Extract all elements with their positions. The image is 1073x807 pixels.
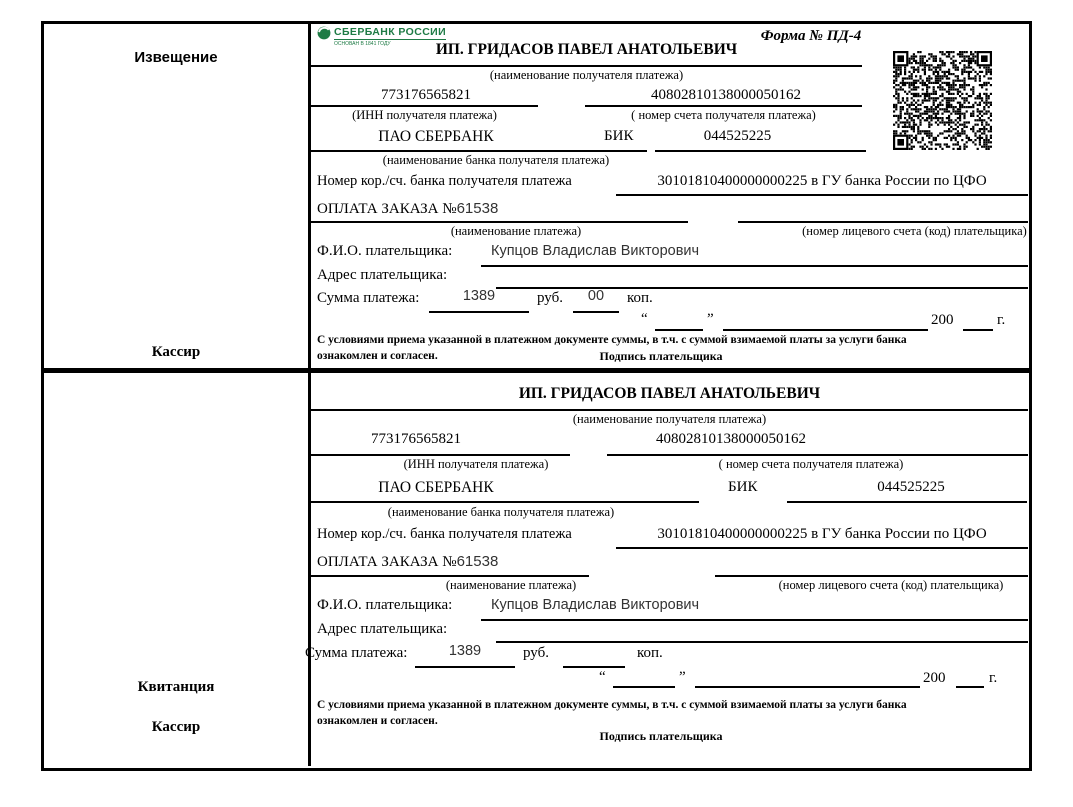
cashier-label: Кассир: [151, 344, 201, 360]
date-quote-open: “: [599, 669, 606, 685]
bank-hint: (наименование банка получателя платежа): [382, 153, 610, 167]
date-year: 200: [931, 312, 954, 328]
order-number: 61538: [456, 200, 499, 217]
payer-fio-label: Ф.И.О. плательщика:: [317, 243, 453, 259]
agreement-text-line2: ознакомлен и согласен.: [317, 715, 438, 727]
cashier-label: Кассир: [151, 719, 201, 735]
form-number: Форма № ПД-4: [760, 28, 862, 44]
payment-purpose: [317, 201, 498, 218]
account-hint: ( номер счета получателя платежа): [718, 457, 904, 471]
bank-name: ПАО СБЕРБАНК: [378, 128, 494, 145]
rule-line: [311, 575, 589, 577]
recipient-hint: (наименование получателя платежа): [572, 412, 767, 426]
rule-line: [311, 409, 1028, 411]
receipt-panel: [305, 373, 1029, 766]
payer-fio-label: Ф.И.О. плательщика:: [317, 597, 453, 613]
rule-line: [585, 105, 862, 107]
payer-code-hint: (номер лицевого счета (код) плательщика): [802, 224, 1027, 238]
order-number: 61538: [456, 553, 499, 570]
date-year-suffix: г.: [989, 670, 998, 686]
rule-line: [573, 311, 619, 313]
rule-line: [616, 194, 1028, 196]
rule-line: [607, 454, 1028, 456]
payer-code-hint: (номер лицевого счета (код) плательщика): [778, 578, 1004, 592]
payment-name-hint: (наименование платежа): [445, 578, 577, 592]
rule-line: [563, 666, 625, 668]
rule-line: [655, 329, 703, 331]
corr-account-label: Номер кор./сч. банка получателя платежа: [317, 173, 572, 189]
rule-line: [311, 454, 570, 456]
pd4-form: [41, 21, 1032, 771]
rule-line: [655, 150, 866, 152]
date-quote-close: ”: [707, 311, 714, 327]
date-quote-open: “: [641, 311, 648, 327]
bank-name: ПАО СБЕРБАНК: [378, 479, 494, 496]
account-hint: ( номер счета получателя платежа): [631, 108, 816, 122]
rule-line: [723, 329, 928, 331]
rule-line: [311, 150, 647, 152]
signature-label: Подпись плательщика: [599, 349, 723, 363]
kop-label: коп.: [637, 645, 663, 661]
payment-purpose-prefix: ОПЛАТА ЗАКАЗА №: [317, 201, 457, 217]
bik-value: 044525225: [877, 479, 945, 495]
sberbank-logo-tagline: ОСНОВАН В 1841 ГОДУ: [334, 41, 391, 47]
rule-line: [311, 221, 688, 223]
payment-purpose-prefix: ОПЛАТА ЗАКАЗА №: [317, 554, 457, 570]
date-year-suffix: г.: [997, 312, 1006, 328]
corr-account-value: 30101810400000000225 в ГУ банка России по ЦФО: [657, 173, 987, 189]
signature-label: Подпись плательщика: [599, 729, 723, 743]
agreement-text-line1: С условиями приема указанной в платежном документе суммы, в т.ч. с суммой взимаемой платы за услуги банка: [317, 334, 907, 346]
kop-label: коп.: [627, 290, 653, 306]
payment-purpose: [317, 554, 498, 571]
receipt-section: [44, 373, 1029, 766]
payer-address-label: Адрес плательщика:: [317, 267, 448, 283]
notice-section: [44, 24, 1029, 373]
rule-line: [956, 686, 984, 688]
corr-account-label: Номер кор./сч. банка получателя платежа: [317, 526, 572, 542]
date-quote-close: ”: [679, 669, 686, 685]
agreement-text-line1: С условиями приема указанной в платежном документе суммы, в т.ч. с суммой взимаемой платы за услуги банка: [317, 699, 907, 711]
amount-label: Сумма платежа:: [317, 290, 420, 306]
account-value: 40802810138000050162: [656, 431, 806, 447]
inn-value: 773176565821: [381, 87, 471, 103]
bank-hint: (наименование банка получателя платежа): [387, 505, 615, 519]
account-value: 40802810138000050162: [651, 87, 801, 103]
qr-code: [893, 51, 992, 150]
recipient-name: ИП. ГРИДАСОВ ПАВЕЛ АНАТОЛЬЕВИЧ: [518, 385, 821, 402]
rub-label: руб.: [523, 645, 549, 661]
inn-value: 773176565821: [371, 431, 461, 447]
rule-line: [715, 575, 1028, 577]
inn-hint: (ИНН получателя платежа): [403, 457, 549, 471]
payer-address-label: Адрес плательщика:: [317, 621, 448, 637]
rule-line: [787, 501, 1027, 503]
bik-label: БИК: [728, 479, 758, 495]
amount-kop-value: 00: [587, 288, 605, 304]
rule-line: [481, 265, 1028, 267]
notice-title: Извещение: [134, 49, 218, 66]
notice-side-column: [44, 24, 311, 368]
payment-name-hint: (наименование платежа): [450, 224, 582, 238]
rule-line: [481, 619, 1028, 621]
notice-panel: [311, 24, 1029, 368]
rule-line: [415, 666, 515, 668]
rule-line: [311, 105, 538, 107]
bik-value: 044525225: [703, 128, 772, 144]
receipt-title: Квитанция: [137, 679, 215, 695]
payer-fio-value: Купцов Владислав Викторович: [491, 597, 700, 613]
sberbank-logo-text: СБЕРБАНК РОССИИ: [334, 26, 447, 38]
amount-label: Сумма платежа:: [305, 645, 408, 661]
rule-line: [738, 221, 1028, 223]
rule-line: [695, 686, 920, 688]
bik-label: БИК: [604, 128, 634, 144]
date-year: 200: [923, 670, 946, 686]
receipt-side-column: [44, 373, 311, 766]
rule-line: [429, 311, 529, 313]
amount-rub-value: 1389: [462, 288, 496, 304]
recipient-hint: (наименование получателя платежа): [489, 68, 684, 82]
recipient-name: ИП. ГРИДАСОВ ПАВЕЛ АНАТОЛЬЕВИЧ: [435, 41, 738, 58]
agreement-text-line2: ознакомлен и согласен.: [317, 350, 438, 362]
corr-account-value: 30101810400000000225 в ГУ банка России по ЦФО: [657, 526, 987, 542]
rule-line: [496, 641, 1028, 643]
rule-line: [616, 547, 1028, 549]
inn-hint: (ИНН получателя платежа): [352, 108, 497, 122]
rule-line: [311, 501, 699, 503]
rule-line: [963, 329, 993, 331]
rule-line: [613, 686, 675, 688]
rub-label: руб.: [537, 290, 563, 306]
payer-fio-value: Купцов Владислав Викторович: [491, 243, 700, 259]
amount-rub-value: 1389: [448, 643, 482, 659]
rule-line: [311, 65, 862, 67]
